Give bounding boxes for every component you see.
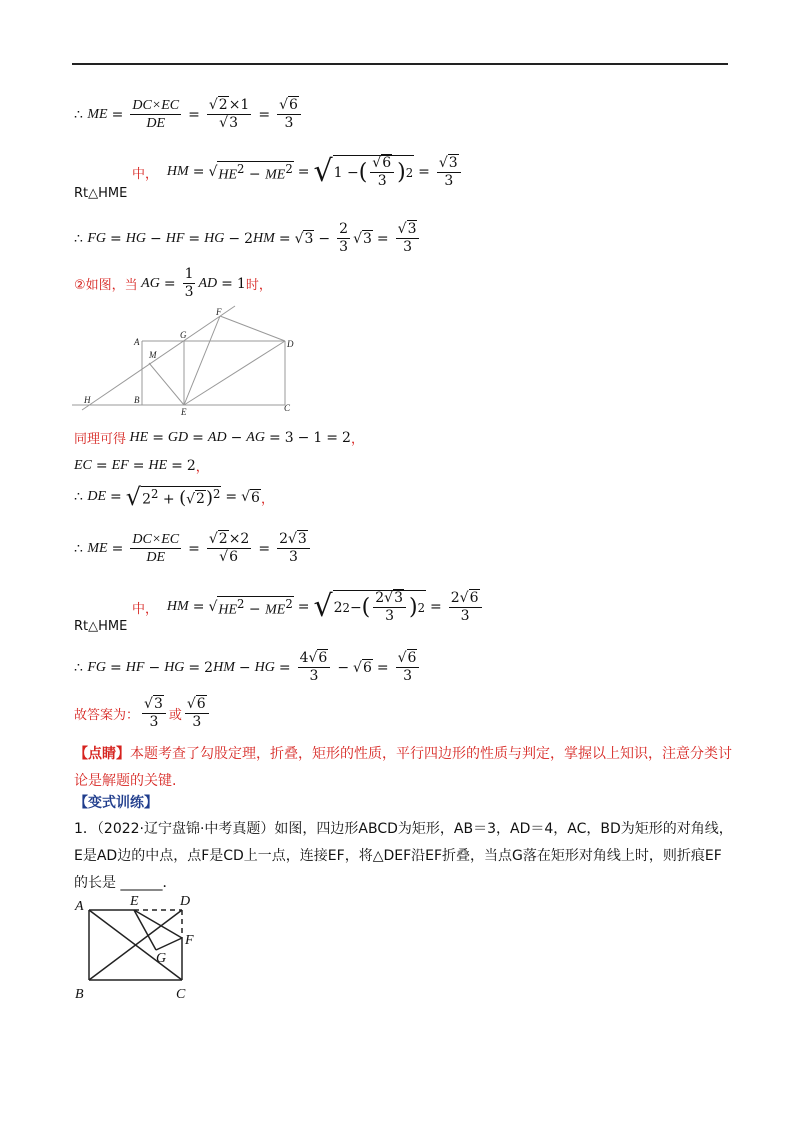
solution-line-9: 中， HM = √ $HE^2 - ME^2$ = √ 2 2 − ( $\frac{2√3}{3}$ ) 2 = $\frac{2√6}{3}$ [132, 590, 485, 625]
solution-line-4: ②如图，当 AG = $\frac{1}{3}$ AD = 1 时， [74, 266, 272, 301]
comment-text: 本题考查了勾股定理，折叠，矩形的性质，平行四边形的性质与判定，掌握以上知识，注意分类讨论是解题的关键. [74, 746, 732, 789]
fig1-label-e: E [181, 407, 187, 417]
question-text: 1．（2022·辽宁盘锦·中考真题）如图，四边形ABCD为矩形，AB＝3，AD＝4，AC，BD为矩形的对角线，E是AD边的中点，点F是CD上一点，连接EF，将△DEF沿EF折叠，当点G落在矩形对角线上时，则折痕EF的长是 [74, 821, 733, 891]
solution-line-6: EC = EF = HE = 2 ， [74, 457, 209, 475]
fig1-line-hf [82, 306, 235, 410]
figure-1 [72, 305, 302, 417]
fig2-label-c: C [176, 987, 186, 1002]
fig1-label-a: A [134, 337, 140, 347]
solution-line-1: ∴ ME = $\frac{DC\times EC}{DE}$ = $\frac{√2\times 1}{√3}$ = $\frac{√6}{3}$ [74, 98, 304, 132]
fig2-line-gf [156, 938, 182, 950]
fig1-line-fd [220, 316, 285, 341]
fig2-label-f: F [185, 933, 194, 948]
fig2-label-e: E [130, 894, 139, 909]
fig1-line-ed [184, 341, 285, 405]
solution-line-5: 同理可得 HE = GD = AD − AG = 3 − 1 = 2 ， [74, 429, 364, 447]
fig1-line-ef [184, 316, 220, 405]
solution-line-8: ∴ ME = $\frac{DC\times EC}{DE}$ = $\frac{√2\times 2}{√6}$ = $\frac{2√3}{3}$ [74, 532, 313, 566]
fig2-label-d: D [180, 894, 191, 909]
comment-tag: 【点睛】 [74, 746, 130, 762]
fig1-label-d: D [287, 339, 294, 349]
comment-paragraph [74, 741, 734, 795]
fig2-label-g: G [156, 951, 167, 966]
fig2-label-b: B [75, 987, 84, 1002]
fig1-label-m: M [149, 350, 157, 360]
fig1-label-h: H [84, 395, 91, 405]
rt-triangle-label-2: Rt△HME [74, 619, 128, 634]
figure-2 [72, 890, 212, 1008]
solution-line-2: 中， HM = √ $HE^2 - ME^2$ = √ 1 − ( $\frac{√6}{3}$ ) 2 = $\frac{√3}{3}$ [132, 155, 464, 190]
fig1-line-me [149, 363, 184, 405]
practice-header: 【变式训练】 [74, 795, 158, 811]
solution-line-7: ∴ DE = √ $2^2 + (√2)^2$ = √ 6 ， [74, 483, 274, 511]
solution-line-10: ∴ FG = HF − HG = 2 HM − HG = $\frac{4√6}{3}$ − √ 6 = $\frac{√6}{3}$ [74, 651, 422, 685]
answer-blank: ______． [120, 875, 177, 891]
header-rule [72, 63, 728, 65]
fig1-label-c: C [284, 403, 291, 413]
fig1-label-b: B [134, 395, 140, 405]
practice-question [74, 816, 734, 897]
answer-line: 故答案为： $\frac{√3}{3}$ 或 $\frac{√6}{3}$ [74, 697, 212, 731]
fig2-label-a: A [75, 899, 84, 914]
fig1-label-g: G [180, 330, 187, 340]
rt-triangle-label-1: Rt△HME [74, 186, 128, 201]
solution-line-3: ∴ FG = HG − HF = HG − 2 HM = √ 3 − $\frac{2}{3}$ √ 3 = $\frac{√3}{3}$ [74, 222, 422, 256]
fig1-label-f: F [216, 307, 222, 317]
